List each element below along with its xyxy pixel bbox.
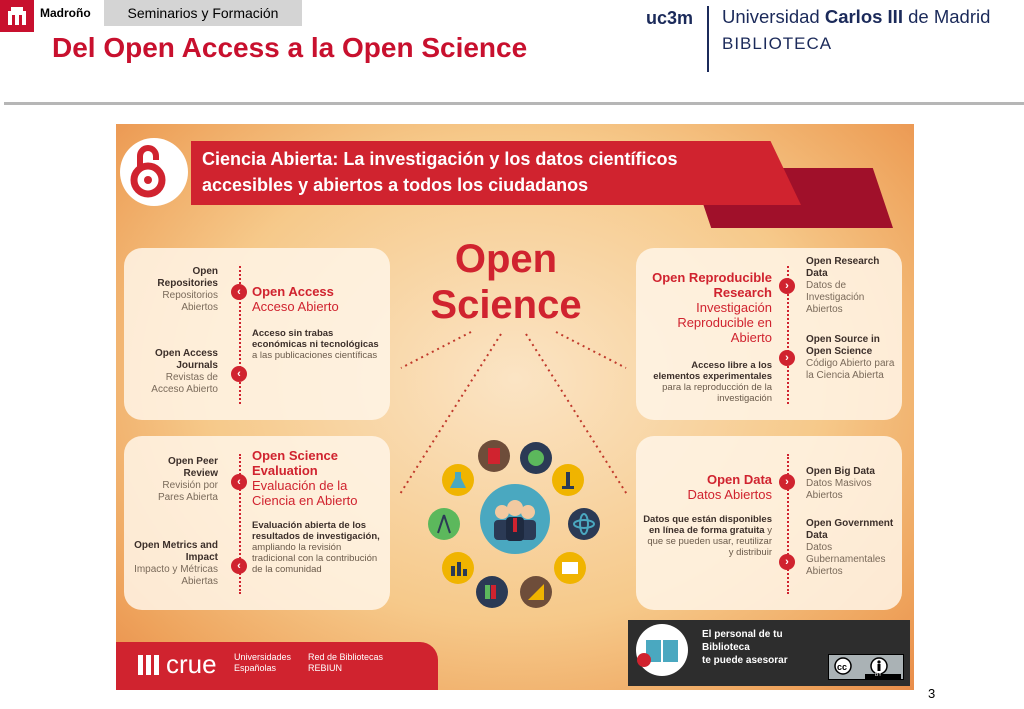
open-access-journals-label: Open Access Journals Revistas de Acceso Abierto [151,348,218,395]
open-book-icon [636,624,688,676]
open-government-data-label: Open Government Data Datos Gubernamentales Abiertos [806,518,894,577]
arrow-right-icon: › [779,278,795,294]
university-name: Universidad Carlos III de Madrid [722,6,991,27]
open-access-panel [124,248,390,420]
arrow-left-icon: ‹ [231,558,247,574]
flask-icon [442,464,474,496]
open-repositories-label: Open Repositories Repositorios Abiertos [157,266,218,313]
folders-icon [476,576,508,608]
crue-logo-text: crue [166,649,217,679]
open-research-data-label: Open Research Data Datos de Investigación Abiertos [806,256,880,315]
open-data-description: Datos que están disponibles en línea de forma gratuita y que se pueden usar, reutilizar y distribuir [643,514,772,558]
open-access-title: Open Access Acceso Abierto [252,284,339,314]
open-source-label: Open Source in Open Science Código Abierto para la Ciencia Abierta [806,334,895,381]
crue-logo-icon [138,653,160,682]
crue-subtitle: Universidades Españolas [234,652,292,673]
open-big-data-label: Open Big Data Datos Masivos Abiertos [806,466,875,501]
arrow-right-icon: › [779,474,795,490]
open-science-evaluation-panel [124,436,390,610]
compass-icon [428,508,460,540]
atom-icon [568,508,600,540]
open-data-panel [636,436,902,610]
page-number: 3 [928,686,936,701]
uc3m-logo: uc3m [646,8,694,28]
globe-icon [520,442,552,474]
evaluation-title: Open Science Evaluation Evaluación de la Ciencia en Abierto [252,448,358,508]
svg-text:cc: cc [837,662,848,672]
open-access-description: Acceso sin trabas económicas ni tecnológicas a las publicaciones científicas [252,328,379,361]
logo-divider [707,6,709,72]
arrow-left-icon: ‹ [231,284,247,300]
reproducible-description: Acceso libre a los elementos experimentales para la reproducción de la investigación [653,360,772,404]
book-icon [478,440,510,472]
rebiun-subtitle: Red de Bibliotecas REBIUN [308,652,384,673]
microscope-icon [552,464,584,496]
madrono-logo-icon [0,0,34,32]
open-peer-review-label: Open Peer Review Revisión por Pares Abierta [157,456,218,503]
header-divider [4,102,1024,105]
open-data-title: Open Data Datos Abiertos [687,472,772,502]
page-title: Del Open Access a la Open Science [52,32,528,63]
biblioteca-label: BIBLIOTECA [722,34,833,53]
madrono-logo-text: Madroño [40,6,91,20]
id-card-icon [554,552,586,584]
researchers-group-icon [480,484,550,554]
arrow-right-icon: › [779,554,795,570]
cc-by-license-icon: cc BY [828,654,904,680]
open-metrics-label: Open Metrics and Impact Impacto y Métricas Abiertas [134,540,218,587]
arrow-left-icon: ‹ [231,474,247,490]
evaluation-description: Evaluación abierta de los resultados de investigación, ampliando la revisión tradicional con la contribución de la comunidad [252,520,380,575]
banner-text: Ciencia Abierta: La investigación y los datos científicos accesibles y abiertos a todos los ciudadanos [202,149,678,195]
library-advice-text: El personal de tu Biblioteca te puede asesorar [702,629,788,666]
open-science-infographic [116,124,914,690]
arrow-right-icon: › [779,350,795,366]
reproducible-title: Open Reproducible Research Investigación Reproducible en Abierto [652,270,772,345]
ruler-icon [520,576,552,608]
seminar-tab: Seminarios y Formación [104,0,302,26]
arrow-left-icon: ‹ [231,366,247,382]
reproducible-research-panel [636,248,902,420]
chart-icon [442,552,474,584]
open-science-title: Open Science [430,237,582,327]
